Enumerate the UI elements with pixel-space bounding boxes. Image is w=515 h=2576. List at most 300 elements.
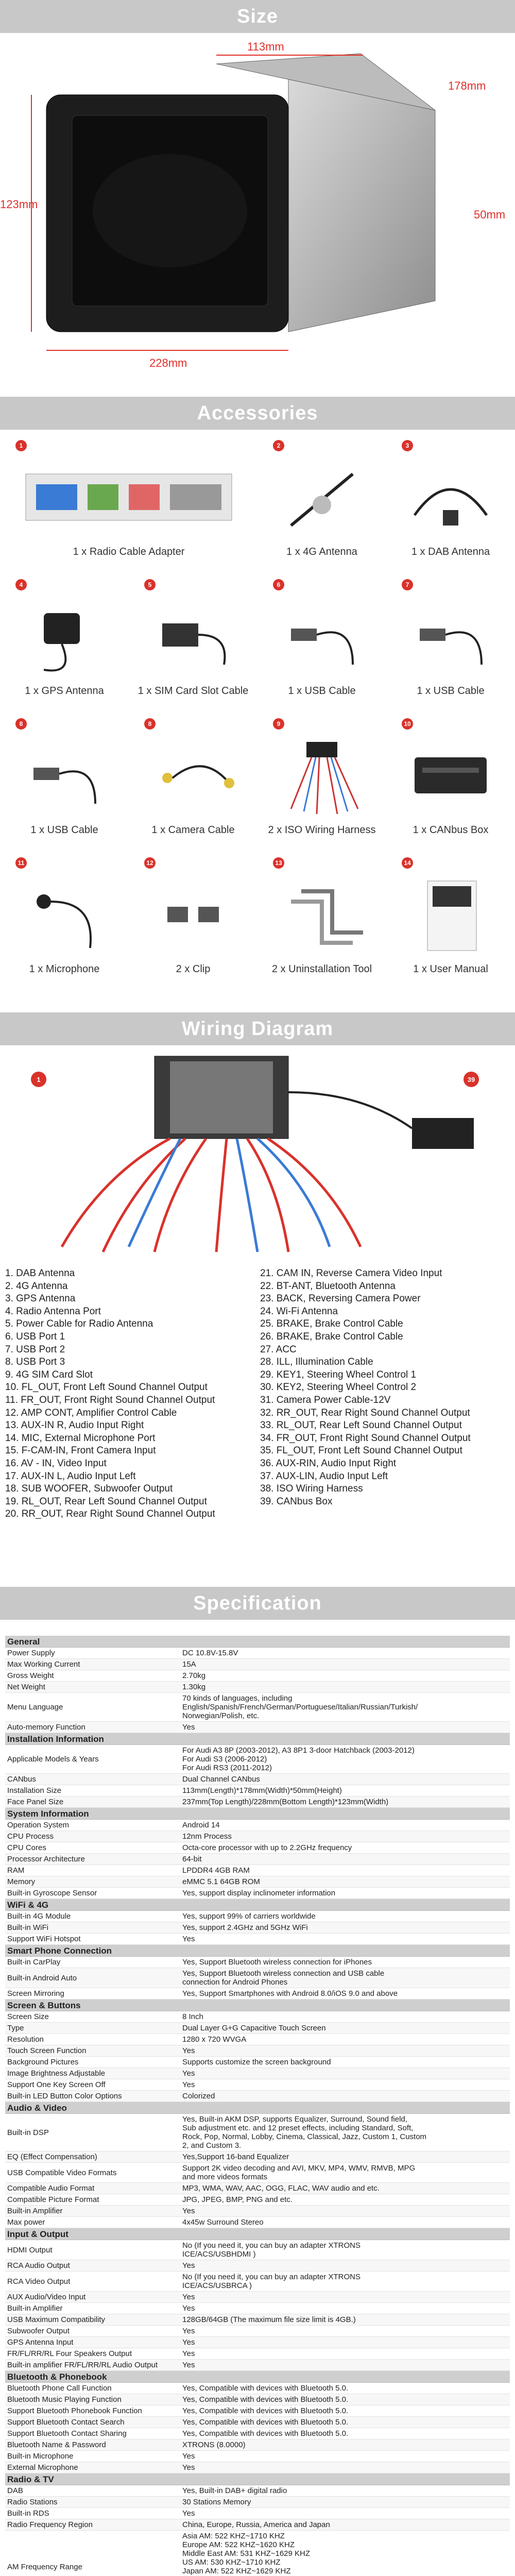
spec-section-heading: Bluetooth & Phonebook [5, 2371, 510, 2383]
spec-key: Built-in Amplifier [7, 2304, 63, 2313]
spec-section-body [5, 2011, 510, 2102]
spec-row [5, 2405, 510, 2417]
spec-row [5, 2151, 510, 2163]
spec-row [5, 2337, 510, 2348]
spec-value-line: Android 14 [182, 1821, 220, 1829]
spec-key: DAB [7, 2486, 23, 2495]
size-title: Size [236, 5, 279, 27]
accessory-item [129, 716, 258, 850]
spec-value-line: For Audi S3 (2006-2012) [182, 1755, 267, 1764]
spec-key: FR/FL/RR/RL Four Speakers Output [7, 2349, 132, 2358]
dim-label-height: 123mm [0, 198, 38, 211]
spec-value [180, 2451, 510, 2462]
spec-value-line: Norwegian/Polish, etc. [182, 1711, 260, 1720]
spec-row [5, 1854, 510, 1865]
accessory-number: 7 [402, 579, 413, 590]
dim-label-width: 178mm [448, 79, 486, 92]
wiring-legend-item: 16. AV - IN, Video Input [5, 1458, 107, 1469]
spec-value [180, 1911, 510, 1922]
spec-key: Support One Key Screen Off [7, 2080, 106, 2089]
spec-value-line: Yes,Support 16-band Equalizer [182, 2153, 289, 2161]
spec-value-line: US AM: 530 KHZ~1710 KHZ [182, 2558, 281, 2567]
spec-key: USB Compatible Video Formats [7, 2168, 117, 2177]
wiring-legend-item: 9. 4G SIM Card Slot [5, 1369, 93, 1380]
spec-value [180, 2519, 510, 2530]
spec-key: Bluetooth Phone Call Function [7, 2384, 112, 2393]
wiring-legend-item: 27. ACC [260, 1344, 297, 1355]
spec-section-body [5, 2485, 510, 2576]
spec-row [5, 1922, 510, 1934]
spec-value-line: Yes [182, 2293, 195, 2301]
spec-key: Support WiFi Hotspot [7, 1935, 81, 1943]
accessory-label: 1 x Microphone [29, 963, 100, 975]
spec-value-line: DC 10.8V-15.8V [182, 1649, 238, 1657]
spec-value-line: Yes [182, 1935, 195, 1943]
wiring-legend-item: 35. FL_OUT, Front Left Sound Channel Output [260, 1445, 462, 1456]
size-banner [0, 0, 515, 33]
spec-value-line: Yes [182, 2080, 195, 2089]
spec-value-line: Yes [182, 2349, 195, 2358]
accessory-number: 8 [15, 718, 27, 730]
spec-value [180, 1774, 510, 1785]
wiring-legend-item: 22. BT-ANT, Bluetooth Antenna [260, 1280, 396, 1292]
spec-value [180, 1820, 510, 1831]
spec-key: Net Weight [7, 1683, 45, 1691]
spec-row [5, 2531, 510, 2576]
spec-value [180, 2260, 510, 2271]
spec-row [5, 2383, 510, 2394]
spec-section-heading: Screen & Buttons [5, 1999, 510, 2011]
spec-value-line: Yes [182, 2509, 195, 2518]
spec-value-line: LPDDR4 4GB RAM [182, 1866, 250, 1875]
spec-value [180, 1745, 510, 1773]
canbus-box-icon [399, 732, 502, 819]
spec-row [5, 1659, 510, 1670]
wiring-legend-item: 23. BACK, Reversing Camera Power [260, 1293, 421, 1304]
spec-value [180, 2337, 510, 2348]
spec-value [180, 1648, 510, 1658]
spec-value [180, 2206, 510, 2216]
wiring-legend-item: 28. ILL, Illumination Cable [260, 1357, 373, 1368]
spec-row [5, 2303, 510, 2314]
spec-value [180, 2417, 510, 2428]
spec-key: Power Supply [7, 1649, 55, 1657]
spec-value-line: Rock, Pop, Normal, Lobby, Cinema, Classical, Jazz, Custom 1, Custom [182, 2132, 427, 2141]
wiring-legend-item: 18. SUB WOOFER, Subwoofer Output [5, 1483, 173, 1495]
spec-value [180, 2485, 510, 2496]
accessory-number: 1 [15, 440, 27, 451]
spec-key: Applicable Models & Years [7, 1755, 99, 1764]
spec-value [180, 2326, 510, 2336]
spec-key: Resolution [7, 2035, 44, 2044]
accessory-number: 2 [273, 440, 284, 451]
wiring-legend-item: 32. RR_OUT, Rear Right Sound Channel Output [260, 1407, 470, 1418]
spec-row [5, 1957, 510, 1968]
spec-value-line: Sub adjustment etc. and 12 preset effects, including Standard, Soft, [182, 2124, 414, 2132]
spec-row [5, 2439, 510, 2451]
microphone-icon [13, 871, 116, 958]
spec-value-line: Yes, Support Bluetooth wireless connection for iPhones [182, 1958, 372, 1967]
accessory-item [258, 855, 386, 989]
spec-row [5, 2360, 510, 2371]
accessory-label: 1 x GPS Antenna [25, 685, 104, 697]
spec-value-line: 8 Inch [182, 2012, 203, 2021]
spec-section-body [5, 1957, 510, 1999]
spec-value [180, 2114, 510, 2151]
spec-value [180, 2057, 510, 2067]
spec-row [5, 2206, 510, 2217]
spec-row [5, 2260, 510, 2272]
spec-row [5, 2240, 510, 2260]
wiring-legend-item: 25. BRAKE, Brake Control Cable [260, 1318, 403, 1330]
spec-key: AUX Audio/Video Input [7, 2293, 86, 2301]
spec-value-line: Yes [182, 2261, 195, 2270]
spec-value [180, 2045, 510, 2056]
radio-cable-adapter-icon [15, 453, 242, 541]
spec-row [5, 2011, 510, 2023]
spec-value-line: Yes [182, 2046, 195, 2055]
spec-value-line: No (If you need it, you can buy an adapter XTRONS [182, 2241, 361, 2250]
spec-value-line: Yes [182, 2452, 195, 2461]
wiring-legend-item: 20. RR_OUT, Rear Right Sound Channel Output [5, 1509, 215, 1520]
spec-section-heading: Smart Phone Connection [5, 1945, 510, 1957]
spec-value-line: eMMC 5.1 64GB ROM [182, 1877, 260, 1886]
spec-value [180, 1888, 510, 1899]
wiring-legend-item: 11. FR_OUT, Front Right Sound Channel Output [5, 1394, 215, 1405]
spec-row [5, 2417, 510, 2428]
accessory-number: 4 [15, 579, 27, 590]
spec-key: GPS Antenna Input [7, 2338, 74, 2347]
spec-key: Built-in Gyroscope Sensor [7, 1889, 97, 1897]
antenna-4g-icon [270, 453, 373, 541]
accessory-label: 2 x ISO Wiring Harness [268, 824, 376, 836]
spec-value [180, 2292, 510, 2302]
accessory-item [0, 855, 129, 989]
spec-value-line: 2.70kg [182, 1671, 206, 1680]
spec-value-line: Yes [182, 2338, 195, 2347]
spec-key: RAM [7, 1866, 25, 1875]
spec-row [5, 2451, 510, 2462]
spec-value [180, 1865, 510, 1876]
accessory-item [0, 716, 129, 850]
wiring-legend-item: 4. Radio Antenna Port [5, 1306, 101, 1317]
spec-section-body [5, 2240, 510, 2371]
accessory-item [258, 716, 386, 850]
accessory-item [386, 716, 515, 850]
wiring-legend-item: 24. Wi-Fi Antenna [260, 1306, 338, 1317]
spec-row [5, 1670, 510, 1682]
spec-key: Support Bluetooth Phonebook Function [7, 2406, 142, 2415]
accessory-label: 1 x Camera Cable [151, 824, 235, 836]
wiring-callout: 1 [31, 1072, 46, 1087]
spec-value [180, 2303, 510, 2314]
spec-row [5, 2519, 510, 2531]
spec-row [5, 1820, 510, 1831]
wiring-legend-item: 34. FR_OUT, Front Right Sound Channel Output [260, 1432, 471, 1444]
spec-value [180, 2240, 510, 2260]
spec-row [5, 2394, 510, 2405]
spec-value-line: 1.30kg [182, 1683, 206, 1691]
spec-value-line: Yes, Compatible with devices with Bluetooth 5.0. [182, 2429, 349, 2438]
spec-row [5, 1682, 510, 1693]
spec-key: CPU Cores [7, 1843, 46, 1852]
spec-value [180, 1785, 510, 1796]
spec-value [180, 2034, 510, 2045]
spec-value-line: Octa-core processor with up to 2.2GHz frequency [182, 1843, 352, 1852]
iso-wiring-harness-icon [270, 732, 373, 819]
dim-label-face-width: 228mm [149, 357, 187, 369]
user-manual-icon [399, 871, 502, 958]
usb-cable-icon [13, 732, 116, 819]
wiring-legend-item: 7. USB Port 2 [5, 1344, 65, 1355]
dim-label-depth: 113mm [247, 40, 284, 53]
dim-line-depth [216, 55, 363, 56]
spec-value-line: 30 Stations Memory [182, 2498, 251, 2506]
spec-key: RCA Video Output [7, 2277, 71, 2286]
spec-value-line: Yes, Built-in DAB+ digital radio [182, 2486, 287, 2495]
spec-key: CANbus [7, 1775, 36, 1784]
spec-value-line: Dual Layer G+G Capacitive Touch Screen [182, 2024, 326, 2032]
spec-key: Radio Stations [7, 2498, 58, 2506]
spec-value [180, 2383, 510, 2394]
accessory-number: 11 [15, 857, 27, 869]
spec-key: Bluetooth Name & Password [7, 2441, 106, 2449]
spec-value [180, 2079, 510, 2090]
spec-value [180, 1831, 510, 1842]
accessory-item [0, 577, 129, 711]
spec-row [5, 2326, 510, 2337]
spec-value-line: Yes [182, 2069, 195, 2078]
spec-value-line: Dual Channel CANbus [182, 1775, 260, 1784]
wiring-legend-item: 3. GPS Antenna [5, 1293, 76, 1304]
spec-section-heading: Radio & TV [5, 2473, 510, 2485]
size-diagram [0, 33, 515, 383]
wiring-legend-item: 6. USB Port 1 [5, 1331, 65, 1342]
spec-section-heading: Audio & Video [5, 2102, 510, 2114]
accessory-item [258, 577, 386, 711]
spec-key: EQ (Effect Compensation) [7, 2153, 97, 2161]
wiring-legend-item: 14. MIC, External Microphone Port [5, 1432, 156, 1444]
spec-value-line: Yes [182, 2361, 195, 2369]
accessory-number: 10 [402, 718, 413, 730]
spec-value [180, 1682, 510, 1692]
spec-row [5, 2428, 510, 2439]
spec-value [180, 2091, 510, 2102]
spec-value [180, 2394, 510, 2405]
spec-value [180, 1968, 510, 1988]
spec-value-line: Asia AM: 522 KHZ~1710 KHZ [182, 2532, 285, 2540]
spec-value-line: Yes, support 99% of carriers worldwide [182, 1912, 316, 1921]
accessory-label: 2 x Uninstallation Tool [271, 963, 372, 975]
spec-row [5, 1693, 510, 1722]
spec-value-line: Yes [182, 2327, 195, 2335]
wiring-legend-item: 21. CAM IN, Reverse Camera Video Input [260, 1268, 442, 1279]
wiring-legend-item: 29. KEY1, Steering Wheel Control 1 [260, 1369, 417, 1380]
accessory-label: 1 x DAB Antenna [411, 546, 490, 557]
spec-key: Touch Screen Function [7, 2046, 87, 2055]
wiring-legend-item: 1. DAB Antenna [5, 1268, 75, 1279]
spec-section-heading: Input & Output [5, 2228, 510, 2240]
spec-value [180, 1876, 510, 1887]
spec-value-line: Yes [182, 2463, 195, 2472]
spec-value [180, 1659, 510, 1670]
accessory-item [129, 577, 258, 711]
spec-row [5, 1774, 510, 1785]
spec-value [180, 1988, 510, 1999]
wiring-title: Wiring Diagram [181, 1018, 334, 1040]
spec-row [5, 2091, 510, 2102]
wiring-legend-item: 30. KEY2, Steering Wheel Control 2 [260, 1382, 417, 1393]
wiring-diagram [0, 1051, 515, 1520]
spec-value-line: JPG, JPEG, BMP, PNG and etc. [182, 2195, 293, 2204]
spec-value-line: For Audi A3 8P (2003-2012), A3 8P1 3-door Hatchback (2003-2012) [182, 1746, 415, 1755]
spec-key: Memory [7, 1877, 36, 1886]
spec-key: Compatible Audio Format [7, 2184, 95, 2193]
accessory-item [386, 577, 515, 711]
spec-key: Support Bluetooth Contact Search [7, 2418, 125, 2427]
spec-row [5, 1865, 510, 1876]
spec-key: Subwoofer Output [7, 2327, 70, 2335]
spec-value [180, 2163, 510, 2182]
spec-value [180, 2405, 510, 2416]
accessories-title: Accessories [197, 402, 318, 424]
spec-row [5, 2348, 510, 2360]
spec-section-body [5, 2383, 510, 2473]
spec-value-line: Yes, Built-in AKM DSP, supports Equalizer, Surround, Sound field, [182, 2115, 407, 2124]
spec-value [180, 1797, 510, 1807]
spec-value [180, 2023, 510, 2033]
spec-value-line: 2, and Custom 3. [182, 2141, 242, 2150]
spec-row [5, 1934, 510, 1945]
spec-value-line: Supports customize the screen background [182, 2058, 331, 2066]
spec-key: Max power [7, 2218, 45, 2227]
spec-value-line: English/Spanish/French/German/Portuguese/Italian/Russian/Turkish/ [182, 1703, 418, 1711]
wiring-banner [0, 1012, 515, 1045]
spec-row [5, 1911, 510, 1922]
spec-row [5, 1797, 510, 1808]
spec-key: Compatible Picture Format [7, 2195, 99, 2204]
spec-key: Screen Mirroring [7, 1989, 64, 1998]
accessory-label: 1 x SIM Card Slot Cable [138, 685, 249, 697]
spec-key: Auto-memory Function [7, 1723, 85, 1732]
spec-section-body [5, 1648, 510, 1733]
spec-value [180, 1854, 510, 1865]
spec-key: Built-in DSP [7, 2128, 49, 2137]
spec-value-line: connection for Android Phones [182, 1978, 288, 1987]
spec-row [5, 2045, 510, 2057]
spec-value [180, 1722, 510, 1733]
spec-row [5, 2057, 510, 2068]
accessory-label: 1 x Radio Cable Adapter [73, 546, 185, 557]
spec-value-line: Yes [182, 2207, 195, 2215]
accessory-number: 12 [144, 857, 156, 869]
wiring-legend-item: 5. Power Cable for Radio Antenna [5, 1318, 153, 1330]
accessory-number: 5 [144, 579, 156, 590]
spec-value [180, 2508, 510, 2519]
spec-key: Operation System [7, 1821, 70, 1829]
accessories-banner [0, 397, 515, 430]
spec-value-line: Yes, Compatible with devices with Bluetooth 5.0. [182, 2384, 349, 2393]
wiring-legend-item: 38. ISO Wiring Harness [260, 1483, 363, 1495]
spec-value-line: 70 kinds of languages, including [182, 1694, 293, 1703]
spec-key: Built-in WiFi [7, 1923, 49, 1932]
spec-value [180, 2462, 510, 2473]
spec-section-heading: Installation Information [5, 1733, 510, 1745]
spec-key: Screen Size [7, 2012, 49, 2021]
spec-value-line: 64-bit [182, 1855, 202, 1863]
spec-row [5, 1968, 510, 1988]
dab-antenna-icon [399, 453, 502, 541]
wiring-legend-item: 26. BRAKE, Brake Control Cable [260, 1331, 403, 1342]
spec-key: Built-in Android Auto [7, 1973, 77, 1982]
spec-row [5, 1745, 510, 1774]
spec-value-line: Yes, support display inclinometer information [182, 1889, 336, 1897]
spec-row [5, 1831, 510, 1842]
spec-value-line: 4x45w Surround Stereo [182, 2218, 264, 2227]
wiring-legend-item: 2. 4G Antenna [5, 1280, 68, 1292]
accessory-label: 2 x Clip [176, 963, 211, 975]
spec-section-body [5, 1820, 510, 1899]
accessories-grid [0, 438, 515, 1005]
accessory-number: 14 [402, 857, 413, 869]
accessory-number: 8 [144, 718, 156, 730]
spec-value [180, 2348, 510, 2359]
dim-line-face-width [46, 350, 288, 351]
spec-value [180, 2194, 510, 2205]
spec-key: Built-in 4G Module [7, 1912, 71, 1921]
spec-value [180, 2183, 510, 2194]
spec-row [5, 1888, 510, 1899]
spec-value-line: 12nm Process [182, 1832, 232, 1841]
wiring-legend-item: 39. CANbus Box [260, 1496, 333, 1507]
spec-value [180, 2314, 510, 2325]
spec-value [180, 1957, 510, 1968]
spec-key: Max Working Current [7, 1660, 80, 1669]
usb-cable-icon [270, 592, 373, 680]
spec-row [5, 2194, 510, 2206]
spec-table [5, 1636, 510, 2576]
wiring-legend-item: 37. AUX-LIN, Audio Input Left [260, 1470, 388, 1482]
spec-value [180, 2439, 510, 2450]
spec-key: Built-in Amplifier [7, 2207, 63, 2215]
spec-key: Face Panel Size [7, 1798, 64, 1806]
spec-row [5, 1785, 510, 1797]
dim-line-height [31, 95, 32, 332]
spec-value [180, 2428, 510, 2439]
wiring-legend-left [5, 1267, 247, 1521]
spec-row [5, 1722, 510, 1733]
spec-row [5, 2497, 510, 2508]
spec-value [180, 1922, 510, 1933]
spec-row [5, 2183, 510, 2194]
accessory-number: 9 [273, 718, 284, 730]
spec-value [180, 2068, 510, 2079]
spec-key: Built-in CarPlay [7, 1958, 61, 1967]
spec-value-line: Yes, Compatible with devices with Bluetooth 5.0. [182, 2395, 349, 2404]
spec-value [180, 2531, 510, 2576]
spec-value-line: MP3, WMA, WAV, AAC, OGG, FLAC, WAV audio and etc. [182, 2184, 380, 2193]
wiring-legend-item: 17. AUX-IN L, Audio Input Left [5, 1470, 136, 1482]
accessory-item [386, 855, 515, 989]
sim-card-slot-cable-icon [142, 592, 245, 680]
spec-key: Built-in LED Button Color Options [7, 2092, 122, 2100]
spec-row [5, 2292, 510, 2303]
accessory-item [0, 438, 258, 572]
accessory-label: 1 x 4G Antenna [286, 546, 357, 557]
uninstallation-tool-icon [270, 871, 373, 958]
spec-value [180, 2151, 510, 2162]
wiring-illustration [0, 1051, 515, 1262]
